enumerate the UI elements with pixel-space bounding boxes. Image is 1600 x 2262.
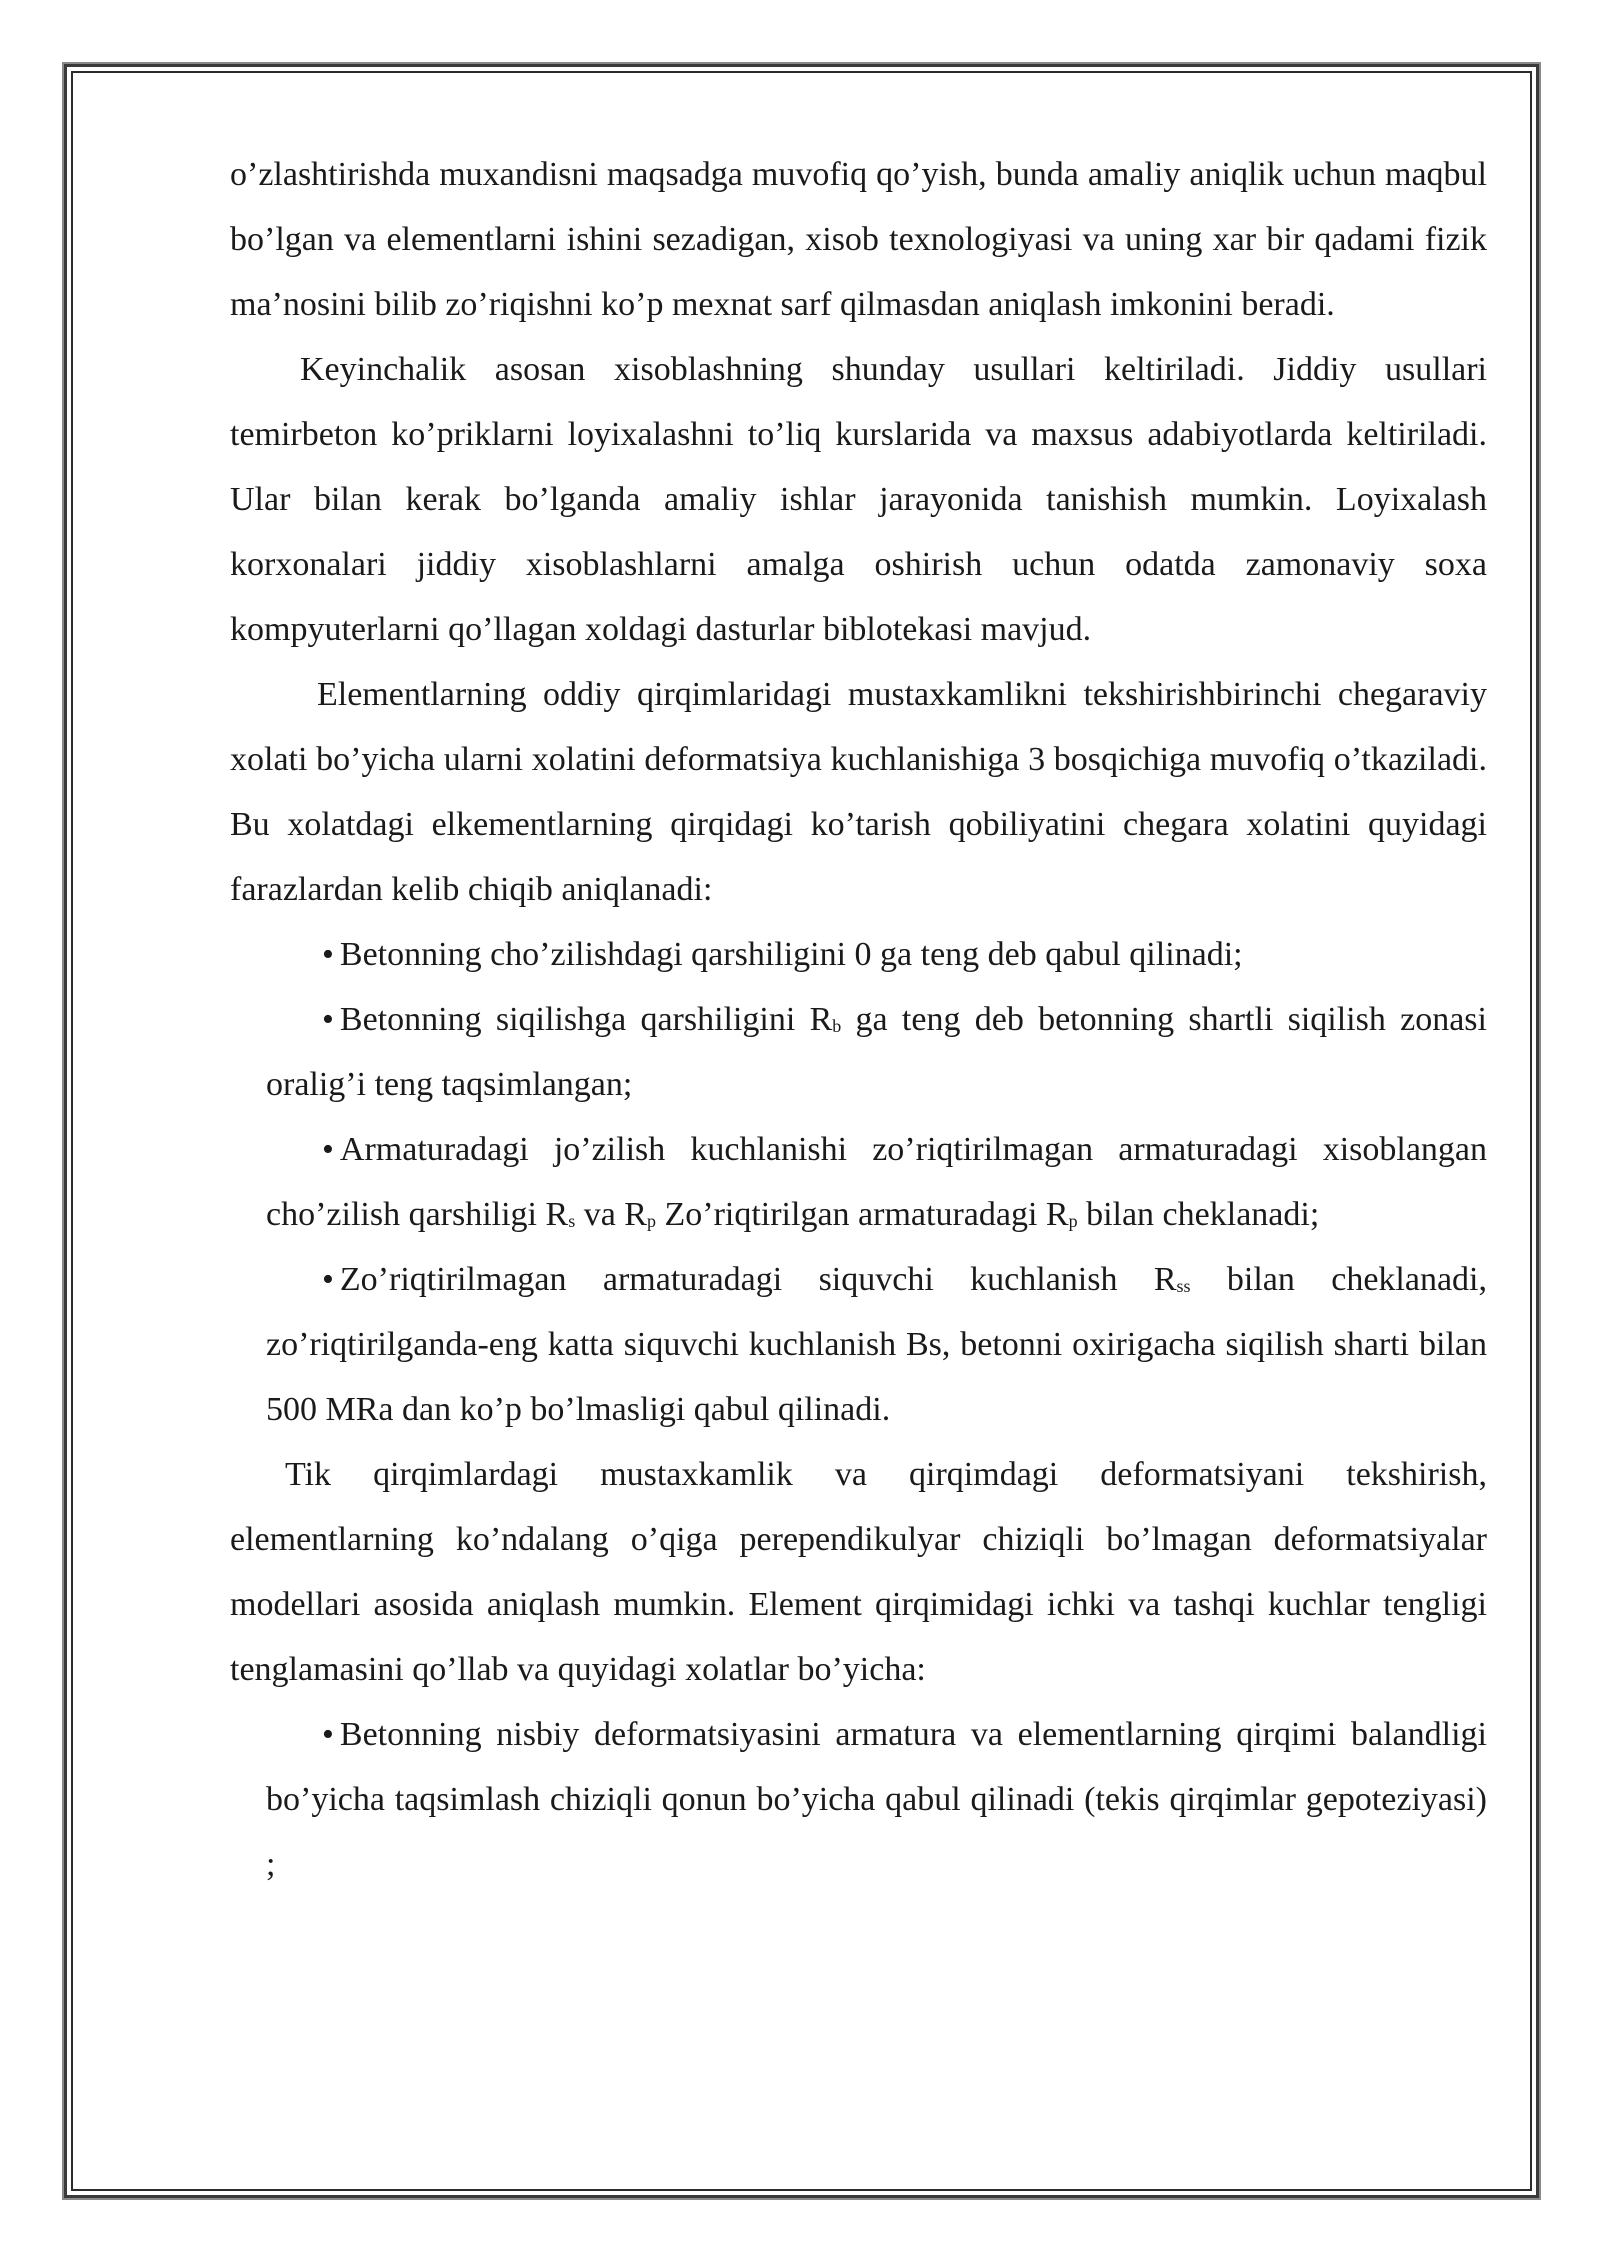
document-body [230, 142, 1487, 1897]
list-item: • Betonning siqilishga qarshiligini $R_b$ ga teng deb betonning shartli siqilish zonasi oralig’i teng taqsimlangan; [266, 1001, 1487, 1103]
bullet-icon: • [322, 936, 334, 973]
paragraph-intro: o’zlashtirishda muxandisni maqsadga muvofiq qo’yish, bunda amaliy aniqlik uchun maqbul bo’lgan va elementlarni ishini sezadigan, xisob texnologiyasi va uning xar bir qadami fizik ma’nosini bilib zo’riqishni ko’p mexnat sarf qilmasdan aniqlash imkonini beradi. [230, 156, 1487, 323]
list-item: • Betonning nisbiy deformatsiyasini armatura va elementlarning qirqimi balandligi bo’yicha taqsimlash chiziqli qonun bo’yicha qabul qilinadi (tekis qirqimlar gepoteziyasi) ; [266, 1716, 1487, 1883]
bullet-icon: • [322, 1131, 334, 1168]
bullet-icon: • [322, 1261, 334, 1298]
paragraph-methods: Keyinchalik asosan xisoblashning shunday usullari keltiriladi. Jiddiy usullari temirbeton ko’priklarni loyixalashni to’liq kurslarida va maxsus adabiyotlarda keltiriladi. Ular bilan kerak bo’lganda amaliy ishlar jarayonida tanishish mumkin. Loyixalash korxonalari jiddiy xisoblashlarni amalga oshirish uchun odatda zamonaviy soxa kompyuterlarni qo’llagan xoldagi dasturlar biblotekasi mavjud. [230, 351, 1487, 648]
list-item: • Zo’riqtirilmagan armaturadagi siquvchi kuchlanish $R_{ss}$ bilan cheklanadi, zo’riqtirilganda-eng katta siquvchi kuchlanish Bs, betonni oxirigacha siqilish sharti bilan 500 MRa dan ko’p bo’lmasligi qabul qilinadi. [266, 1261, 1487, 1428]
bullet-icon: • [322, 1716, 334, 1753]
list-item: • Armaturadagi jo’zilish kuchlanishi zo’riqtirilmagan armaturadagi xisoblangan cho’zilish qarshiligi $R_s$ va $R_p$ Zo’riqtirilgan armaturadagi $R_p$ bilan cheklanadi; [266, 1131, 1487, 1233]
paragraph-vertical-sections: Tik qirqimlardagi mustaxkamlik va qirqimdagi deformatsiyani tekshirish, elementlarning ko’ndalang o’qiga perependikulyar chiziqli bo’lmagan deformatsiyalar modellari asosida aniqlash mumkin. Element qirqimidagi ichki va tashqi kuchlar tengligi tenglamasini qo’llab va quyidagi xolatlar bo’yicha: [230, 1456, 1487, 1688]
paragraph-strength-check: Elementlarning oddiy qirqimlaridagi mustaxkamlikni tekshirishbirinchi chegaraviy xolati bo’yicha ularni xolatini deformatsiya kuchlanishiga 3 bosqichiga muvofiq o’tkaziladi. Bu xolatdagi elkementlarning qirqidagi ko’tarish qobiliyatini chegara xolatini quyidagi farazlardan kelib chiqib aniqlanadi: [230, 676, 1487, 908]
bullet-icon: • [322, 1001, 334, 1038]
list-item: • Betonning cho’zilishdagi qarshiligini 0 ga teng deb qabul qilinadi; [322, 936, 1243, 973]
